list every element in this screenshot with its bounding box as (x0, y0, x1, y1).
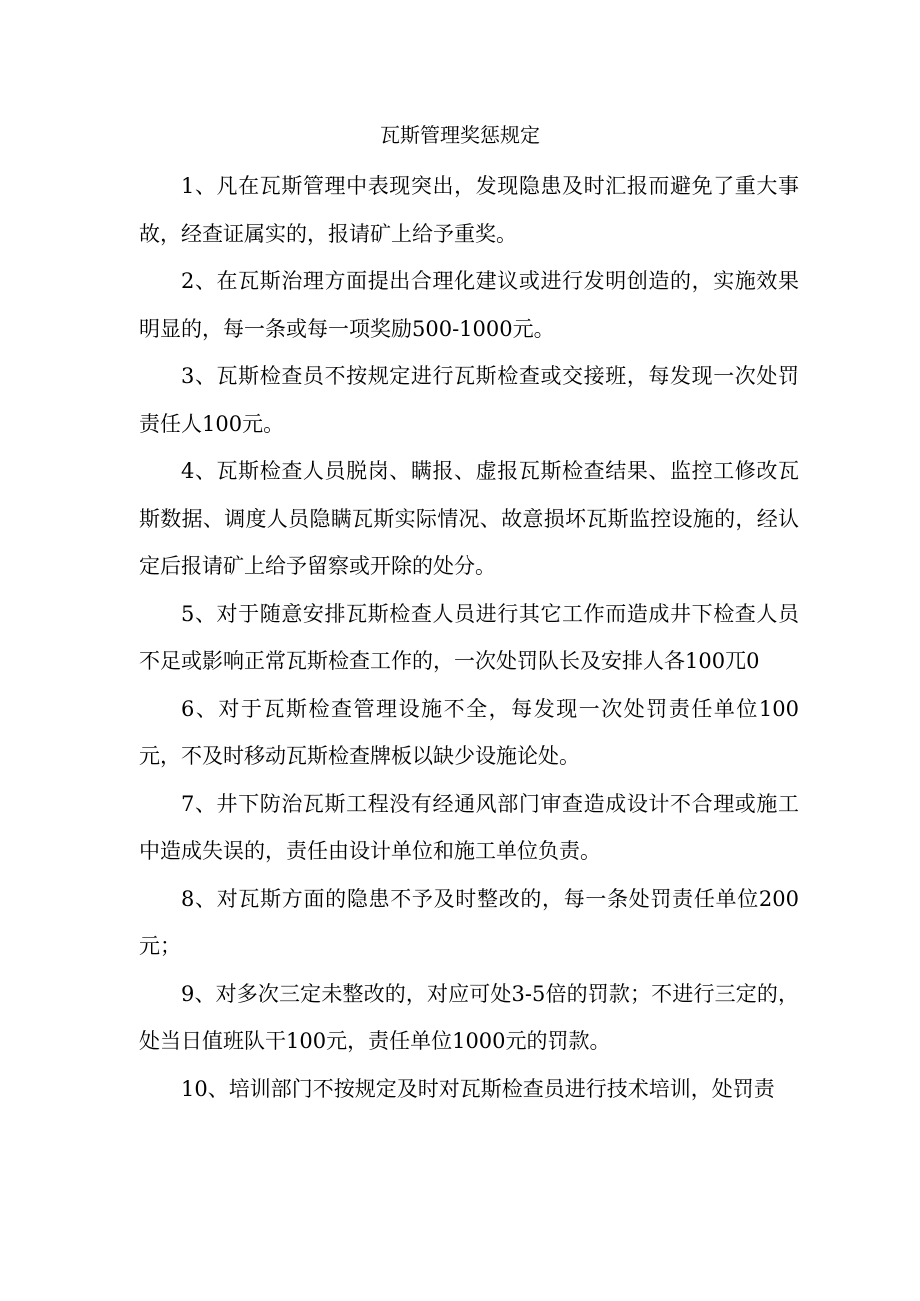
paragraph-9: 9、对多次三定未整改的，对应可处3-5倍的罚款；不进行三定的，处当日值班队干100元，责任单位1000元的罚款。 (139, 981, 799, 1053)
paragraph-5: 5、对于随意安排瓦斯检查人员进行其它工作而造成井下检查人员不足或影响正常瓦斯检查工作的，一次处罚队长及安排人各100兀0 (139, 601, 799, 673)
paragraph-8: 8、对瓦斯方面的隐患不予及时整改的，每一条处罚责任单位200元； (139, 886, 799, 958)
document-body (139, 163, 799, 1113)
paragraph-7: 7、井下防治瓦斯工程没有经通风部门审查造成设计不合理或施工中造成失误的，责任由设计单位和施工单位负责。 (139, 791, 799, 863)
document-title: 瓦斯管理奖惩规定 (380, 123, 540, 147)
paragraph-4: 4、瓦斯检查人员脱岗、瞒报、虚报瓦斯检查结果、监控工修改瓦斯数据、调度人员隐瞒瓦斯实际情况、故意损坏瓦斯监控设施的，经认定后报请矿上给予留察或开除的处分。 (139, 459, 799, 578)
paragraph-10: 10、培训部门不按规定及时对瓦斯检查员进行技术培训，处罚责 (181, 1076, 775, 1101)
paragraph-6: 6、对于瓦斯检查管理设施不全，每发现一次处罚责任单位100元，不及时移动瓦斯检查牌板以缺少设施论处。 (139, 696, 799, 768)
paragraph-3: 3、瓦斯检查员不按规定进行瓦斯检查或交接班，每发现一次处罚责任人100元。 (139, 364, 799, 436)
paragraph-2: 2、在瓦斯治理方面提出合理化建议或进行发明创造的，实施效果明显的，每一条或每一项奖励500-1000元。 (139, 269, 799, 341)
paragraph-1: 1、凡在瓦斯管理中表现突出，发现隐患及时汇报而避免了重大事故，经查证属实的，报请矿上给予重奖。 (139, 174, 799, 246)
